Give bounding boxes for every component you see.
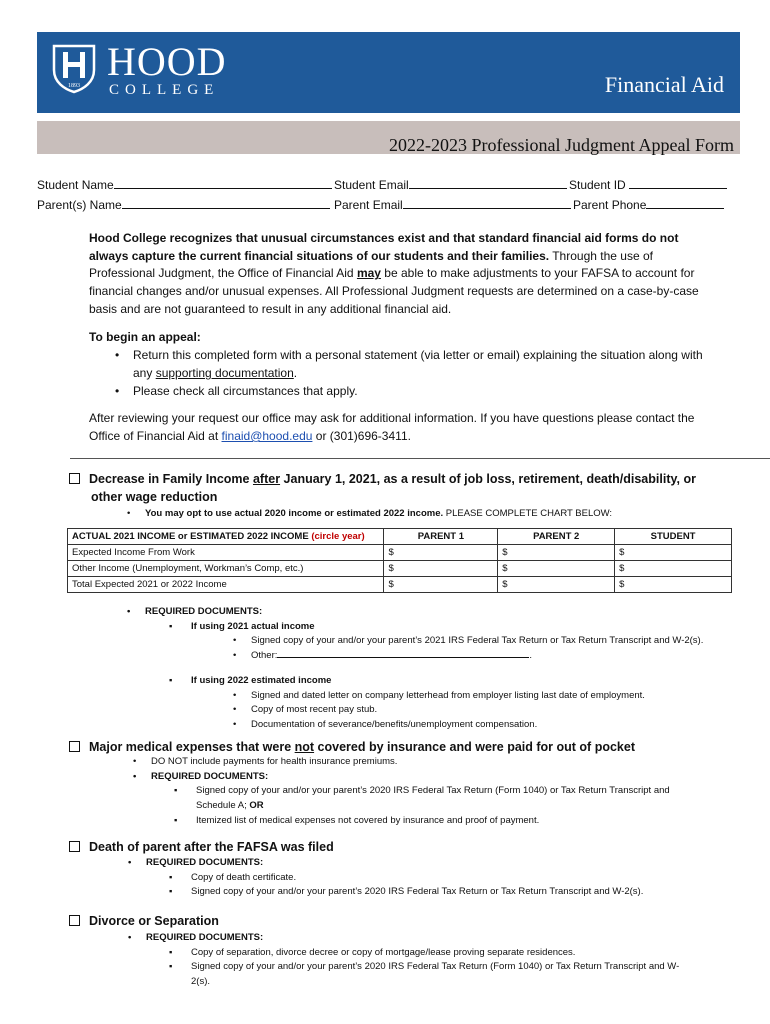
student-email-label: Student Email — [334, 178, 409, 192]
student-email-field[interactable] — [334, 177, 567, 192]
parent-2-input[interactable]: $ — [498, 545, 615, 561]
s1-doc-2021-1: • Signed copy of your and/or your parent’s 2021 IRS Federal Tax Return or Tax Return Transcript and W-2(s). — [251, 634, 745, 649]
row-label: Expected Income From Work — [68, 545, 384, 561]
begin-item-1-text: Return this completed form with a personal statement (via letter or email) explaining the situation along with any — [133, 348, 703, 380]
header-parent-1: PARENT 1 — [384, 529, 498, 545]
form-title-bar — [37, 121, 740, 154]
section-death-of-parent — [69, 838, 669, 856]
s3-doc-2: ▪ Signed copy of your and/or your parent’s 2020 IRS Federal Tax Return or Tax Return Transcript and W-2(s). — [191, 885, 726, 900]
section-medical-expenses — [69, 738, 729, 756]
begin-item-1-end: . — [293, 366, 298, 380]
intro-text-2: be able to make adjustments to your FAFSA to account for financial changes and/or unusual expenses. All Professional Judgment requests are determined on a case-by-case basis and are not guaranteed to result in any additional financial aid. — [89, 266, 699, 316]
student-name-field[interactable] — [37, 177, 332, 192]
begin-heading: To begin an appeal: — [89, 330, 201, 344]
s1-required-docs — [145, 605, 745, 733]
shield-icon — [51, 42, 97, 94]
svg-text:1893: 1893 — [68, 83, 80, 89]
section-divorce-separation — [69, 912, 669, 930]
s2-required-heading: • REQUIRED DOCUMENTS: — [151, 770, 711, 785]
parent-phone-label: Parent Phone — [573, 198, 647, 212]
parent-1-input[interactable]: $ — [384, 577, 498, 593]
divorce-separation-checkbox[interactable] — [69, 915, 80, 926]
section-income-decrease — [69, 470, 709, 506]
parent-name-field[interactable] — [37, 197, 330, 212]
student-input[interactable]: $ — [615, 561, 732, 577]
s4-doc-1: ▪ Copy of separation, divorce decree or copy of mortgage/lease proving separate residences. — [191, 946, 726, 961]
s2-doc-1-or: OR — [249, 800, 264, 812]
table-row — [68, 561, 732, 577]
income-header-year — [68, 529, 384, 545]
s2-title-a: Major medical expenses that were — [89, 740, 295, 754]
student-id-label: Student ID — [569, 178, 626, 192]
s1-required-heading: • REQUIRED DOCUMENTS: — [145, 605, 745, 620]
s3-list — [146, 856, 726, 900]
contact-text: After reviewing your request our office may ask for additional information. If you have questions please contact the Office of Financial Aid at — [89, 411, 695, 443]
header-parent-2: PARENT 2 — [498, 529, 615, 545]
s1-doc-2022-1: • Signed and dated letter on company letterhead from employer listing last date of employment. — [251, 689, 745, 704]
parent-2-input[interactable]: $ — [498, 561, 615, 577]
s1-note — [145, 507, 705, 522]
table-row — [68, 545, 732, 561]
s1-if-2022: ▪ If using 2022 estimated income — [191, 674, 745, 689]
header-student: STUDENT — [615, 529, 732, 545]
s1-doc-2022-3: • Documentation of severance/benefits/unemployment compensation. — [251, 718, 745, 733]
parent-name-label: Parent(s) Name — [37, 198, 122, 212]
s3-doc-1: ▪ Copy of death certificate. — [191, 871, 726, 886]
header-banner — [37, 32, 740, 113]
logo-college-text: COLLEGE — [109, 82, 220, 98]
s2-list — [151, 755, 711, 829]
parent-2-input[interactable]: $ — [498, 577, 615, 593]
income-table — [67, 528, 732, 593]
circle-year-note: (circle year) — [311, 531, 365, 542]
income-table-header — [68, 529, 732, 545]
intro-bold-text: Hood College recognizes that unusual circumstances exist and that standard financial aid forms do not always capture the current financial situations of our students and their families. — [89, 231, 679, 263]
s1-if-2021: ▪ If using 2021 actual income — [191, 620, 745, 635]
student-id-field[interactable] — [569, 177, 727, 192]
s1-title-a: Decrease in Family Income — [89, 472, 253, 486]
s1-doc-2022-2: • Copy of most recent pay stub. — [251, 703, 745, 718]
table-row — [68, 577, 732, 593]
s4-required-heading: • REQUIRED DOCUMENTS: — [146, 931, 726, 946]
form-title: 2022-2023 Professional Judgment Appeal Form — [389, 135, 734, 155]
other-label: Other: — [251, 650, 278, 662]
parent-email-label: Parent Email — [334, 198, 403, 212]
death-of-parent-checkbox[interactable] — [69, 841, 80, 852]
s1-title-b: January 1, 2021, as a result of job loss, retirement, death/disability, or other wage reduction — [91, 472, 696, 504]
contact-phone: or (301)696-3411. — [312, 429, 411, 443]
s3-required-heading: • REQUIRED DOCUMENTS: — [146, 856, 726, 871]
s2-title-not: not — [294, 740, 315, 754]
s2-doc-2: ▪ Itemized list of medical expenses not covered by insurance and proof of payment. — [196, 814, 711, 829]
s1-note-rest: PLEASE COMPLETE CHART BELOW: — [443, 508, 613, 519]
s2-doc-1 — [196, 784, 696, 813]
income-header-main: ACTUAL 2021 INCOME or ESTIMATED 2022 INCOME — [72, 531, 312, 542]
s1-note-bold: You may opt to use actual 2020 income or estimated 2022 income. — [145, 508, 444, 519]
s3-title: Death of parent after the FAFSA was filed — [89, 840, 334, 854]
contact-paragraph — [89, 409, 714, 445]
hood-college-logo — [51, 39, 251, 102]
begin-item-1 — [89, 346, 714, 382]
s4-title: Divorce or Separation — [89, 914, 219, 928]
parent-email-field[interactable] — [334, 197, 571, 212]
parent-1-input[interactable]: $ — [384, 561, 498, 577]
supporting-documentation-link[interactable]: supporting documentation — [155, 366, 294, 380]
begin-item-2: • Please check all circumstances that apply. — [89, 382, 714, 400]
student-name-label: Student Name — [37, 178, 114, 192]
s2-doc-1-text: Signed copy of your and/or your parent’s 2020 IRS Federal Tax Return (Form 1040) or Tax Return Transcript and Schedule A; — [196, 785, 670, 812]
s4-list — [146, 931, 726, 990]
s1-title-after: after — [252, 472, 281, 486]
finaid-email-link[interactable]: finaid@hood.edu — [221, 429, 313, 443]
parent-phone-field[interactable] — [573, 197, 724, 212]
row-label: Other Income (Unemployment, Workman’s Comp, etc.) — [68, 561, 384, 577]
intro-text-1: Through the use of Professional Judgment, the Office of Financial Aid — [89, 248, 653, 281]
parent-1-input[interactable]: $ — [384, 545, 498, 561]
s4-doc-2: ▪ Signed copy of your and/or your parent’s 2020 IRS Federal Tax Return (Form 1040) or Tax Return Transcript and W-2(s). — [191, 960, 691, 989]
student-info-fields — [37, 177, 737, 217]
begin-appeal-section — [89, 328, 714, 400]
logo-hood-text: HOOD — [107, 39, 227, 84]
income-decrease-checkbox[interactable] — [69, 473, 80, 484]
medical-expenses-checkbox[interactable] — [69, 741, 80, 752]
s1-doc-2021-other[interactable]: • Other: . — [251, 649, 745, 664]
s2-item-1: • DO NOT include payments for health insurance premiums. — [151, 755, 711, 770]
row-label: Total Expected 2021 or 2022 Income — [68, 577, 384, 593]
department-title: Financial Aid — [604, 72, 724, 97]
s2-title-b: covered by insurance and were paid for out of pocket — [314, 740, 635, 754]
student-input[interactable]: $ — [615, 545, 732, 561]
intro-may: may — [356, 266, 381, 281]
intro-paragraph — [89, 230, 709, 319]
section-divider — [70, 458, 770, 459]
student-input[interactable]: $ — [615, 577, 732, 593]
